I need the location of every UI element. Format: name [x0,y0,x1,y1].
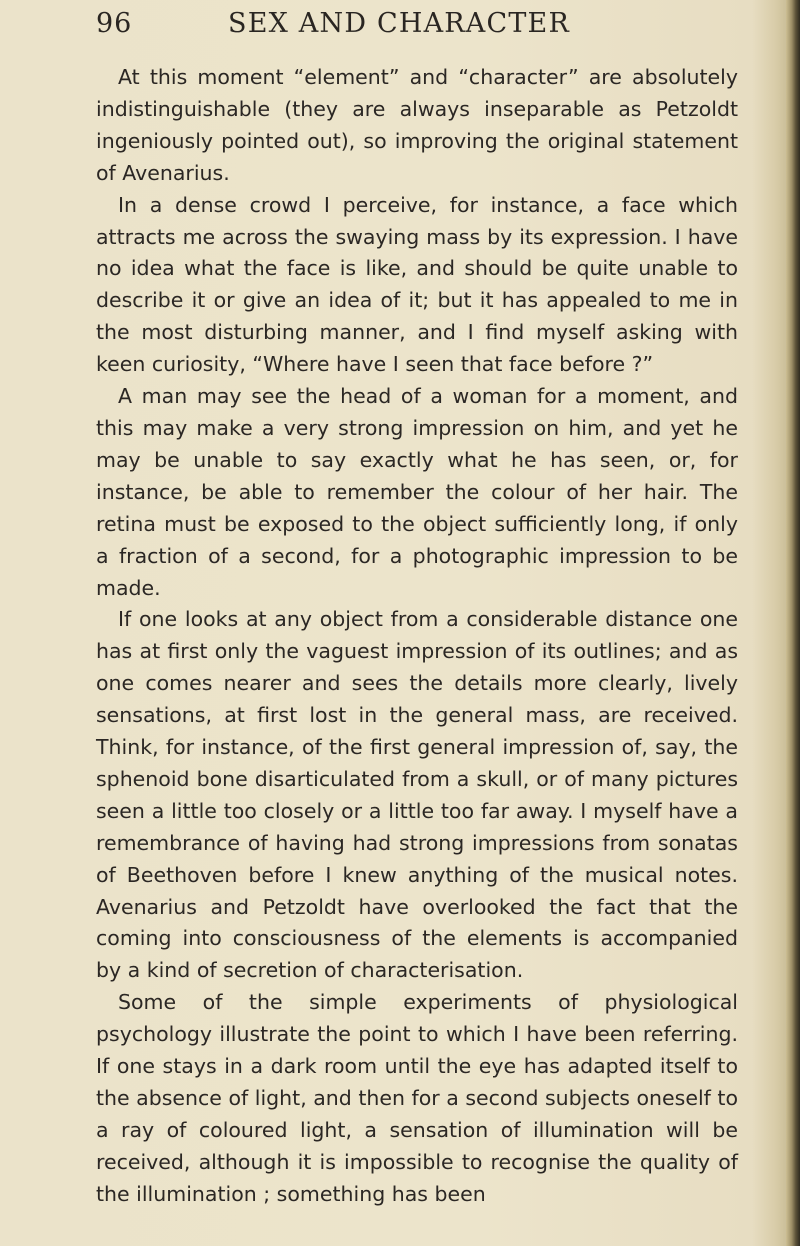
paragraph-2: In a dense crowd I perceive, for instance, a face which attracts me across the swaying mass by its expression. I have no idea what the face is like, and should be quite unable to describe it or give an idea of it; but it has appealed to me in the most disturbing manner, and I find myself asking with keen curiosity, “Where have I seen that face before ?” [96,192,738,377]
book-edge-shadow [786,0,800,1246]
paragraph-4: If one looks at any object from a considerable distance one has at first only the vaguest impression of its outlines; and as one comes nearer and sees the details more clearly, lively sensations, at first lost in the general mass, are received. Think, for instance, of the first general impression of, say, the sphenoid bone disarticulated from a skull, or of many pictures seen a little too closely or a little too far away. I myself have a remembrance of having had strong impressions from sonatas of Beethoven before I knew anything of the musical notes. Avenarius and Petzoldt have overlooked the fact that the coming into consciousness of the elements is accompanied by a kind of secretion of characterisation. [96,607,738,983]
paragraph-1: At this moment “element” and “character” are absolutely indistinguishable (they are always inseparable as Petzoldt ingeniously pointed out), so improving the original statement of Avenarius. [96,65,738,185]
page-header [96,8,656,52]
paragraph-3: A man may see the head of a woman for a moment, and this may make a very strong impression on him, and yet he may be unable to say exactly what he has seen, or, for instance, be able to remember the colour of her hair. The retina must be exposed to the object sufficiently long, if only a fraction of a second, for a photographic impression to be made. [96,384,738,600]
paragraph-5: Some of the simple experiments of physiological psychology illustrate the point to which I have been referring. If one stays in a dark room until the eye has adapted itself to the absence of light, and then for a second subjects oneself to a ray of coloured light, a sensation of illumination will be received, although it is impossible to recognise the quality of the illumination ; something has been [96,990,738,1206]
page-number: 96 [96,8,133,39]
body-text [96,62,738,1211]
running-title: SEX AND CHARACTER [228,8,571,39]
